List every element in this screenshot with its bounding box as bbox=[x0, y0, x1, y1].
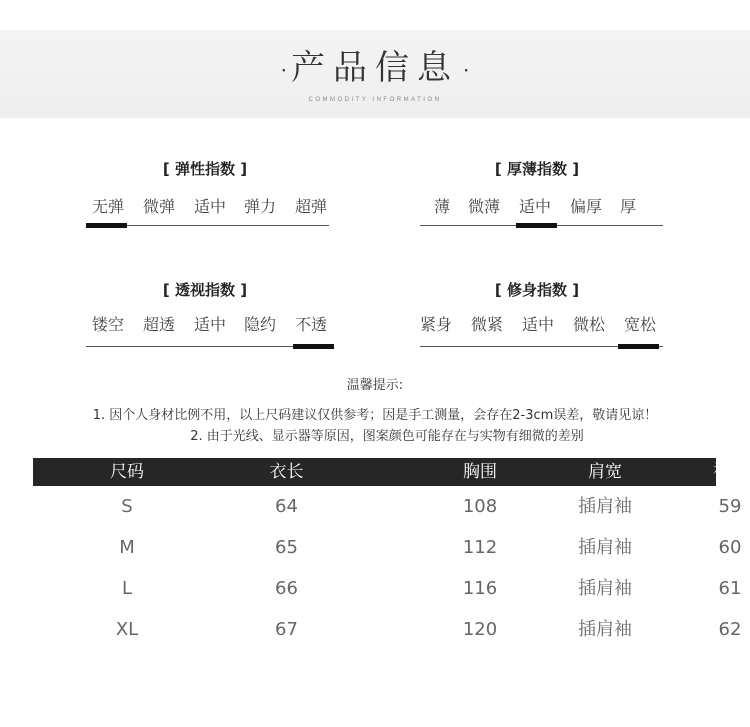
transparency-option: 超透 bbox=[142, 315, 176, 334]
fit-scale-labels bbox=[412, 312, 662, 334]
column-header-sleeve: 袖长 bbox=[713, 462, 747, 482]
transparency-option: 不透 bbox=[294, 315, 328, 334]
cell-sleeve: 60 bbox=[718, 537, 742, 558]
elasticity-option: 适中 bbox=[193, 197, 227, 216]
cell-shoulder: 插肩袖 bbox=[578, 578, 632, 599]
table-row bbox=[33, 527, 742, 568]
fit-index-title: [ 修身指数 ] bbox=[494, 281, 580, 299]
cell-length: 66 bbox=[275, 578, 298, 599]
thickness-scale-labels bbox=[412, 194, 662, 216]
transparency-option: 隐约 bbox=[243, 315, 277, 334]
cell-chest: 116 bbox=[462, 578, 498, 599]
thickness-option: 偏厚 bbox=[569, 197, 603, 216]
size-table bbox=[33, 458, 747, 650]
elasticity-selected-marker bbox=[86, 223, 127, 228]
cell-shoulder: 插肩袖 bbox=[578, 496, 632, 517]
tip-line-1: 1. 因个人身材比例不用，以上尺码建议仅供参考；因是手工测量，会存在2-3cm误差，敬请见谅！ bbox=[92, 408, 658, 423]
elasticity-option: 超弹 bbox=[294, 197, 328, 216]
column-header-length: 衣长 bbox=[269, 462, 304, 482]
cell-sleeve: 62 bbox=[718, 619, 742, 640]
cell-length: 65 bbox=[275, 537, 298, 558]
cell-size: M bbox=[119, 537, 135, 558]
product-info-header bbox=[0, 30, 750, 118]
table-row bbox=[33, 609, 742, 650]
thickness-index-title: [ 厚薄指数 ] bbox=[494, 160, 580, 178]
table-row bbox=[33, 568, 742, 609]
cell-size: L bbox=[121, 578, 133, 599]
transparency-option: 适中 bbox=[193, 315, 227, 334]
elasticity-option: 弹力 bbox=[243, 197, 277, 216]
size-table-header bbox=[33, 458, 747, 486]
thickness-selected-marker bbox=[516, 223, 557, 228]
cell-size: S bbox=[121, 496, 133, 517]
fit-option: 适中 bbox=[521, 315, 555, 334]
fit-option: 微紧 bbox=[470, 315, 504, 334]
cell-sleeve: 61 bbox=[718, 578, 742, 599]
column-header-shoulder: 肩宽 bbox=[588, 462, 622, 482]
size-table-body bbox=[33, 486, 742, 650]
thickness-option: 厚 bbox=[619, 197, 637, 216]
cell-shoulder: 插肩袖 bbox=[578, 537, 632, 558]
transparency-index-title: [ 透视指数 ] bbox=[162, 281, 248, 299]
fit-selected-marker bbox=[618, 344, 659, 349]
cell-shoulder: 插肩袖 bbox=[578, 619, 632, 640]
elasticity-option: 微弹 bbox=[142, 197, 176, 216]
table-row bbox=[33, 486, 742, 527]
column-header-size: 尺码 bbox=[110, 462, 144, 482]
cell-chest: 112 bbox=[462, 537, 498, 558]
transparency-option: 镂空 bbox=[91, 315, 125, 334]
header-title-text: 产品信息 bbox=[291, 48, 459, 88]
fit-option: 宽松 bbox=[623, 315, 657, 334]
header-dot-right: · bbox=[463, 58, 470, 82]
cell-size: XL bbox=[115, 619, 139, 640]
tip-line-2: 2. 由于光线、显示器等原因，图案颜色可能存在与实物有细微的差别 bbox=[190, 429, 584, 444]
header-dot-left: · bbox=[280, 58, 287, 82]
tips-heading: 温馨提示: bbox=[346, 378, 404, 393]
cell-chest: 108 bbox=[462, 496, 498, 517]
transparency-scale-labels bbox=[80, 312, 330, 334]
elasticity-scale-labels bbox=[80, 194, 330, 216]
cell-length: 64 bbox=[275, 496, 298, 517]
elasticity-option: 无弹 bbox=[91, 197, 125, 216]
elasticity-index-title: [ 弹性指数 ] bbox=[162, 160, 248, 178]
fit-option: 微松 bbox=[572, 315, 606, 334]
thickness-option: 薄 bbox=[433, 197, 451, 216]
thickness-option: 适中 bbox=[518, 197, 552, 216]
fit-option: 紧身 bbox=[419, 315, 453, 334]
cell-length: 67 bbox=[275, 619, 298, 640]
transparency-selected-marker bbox=[293, 344, 334, 349]
thickness-option: 微薄 bbox=[467, 197, 501, 216]
cell-chest: 120 bbox=[462, 619, 498, 640]
column-header-chest: 胸围 bbox=[463, 462, 497, 482]
header-subtitle: COMMODITY INFORMATION bbox=[308, 97, 442, 103]
cell-sleeve: 59 bbox=[718, 496, 742, 517]
header-title bbox=[0, 40, 750, 89]
